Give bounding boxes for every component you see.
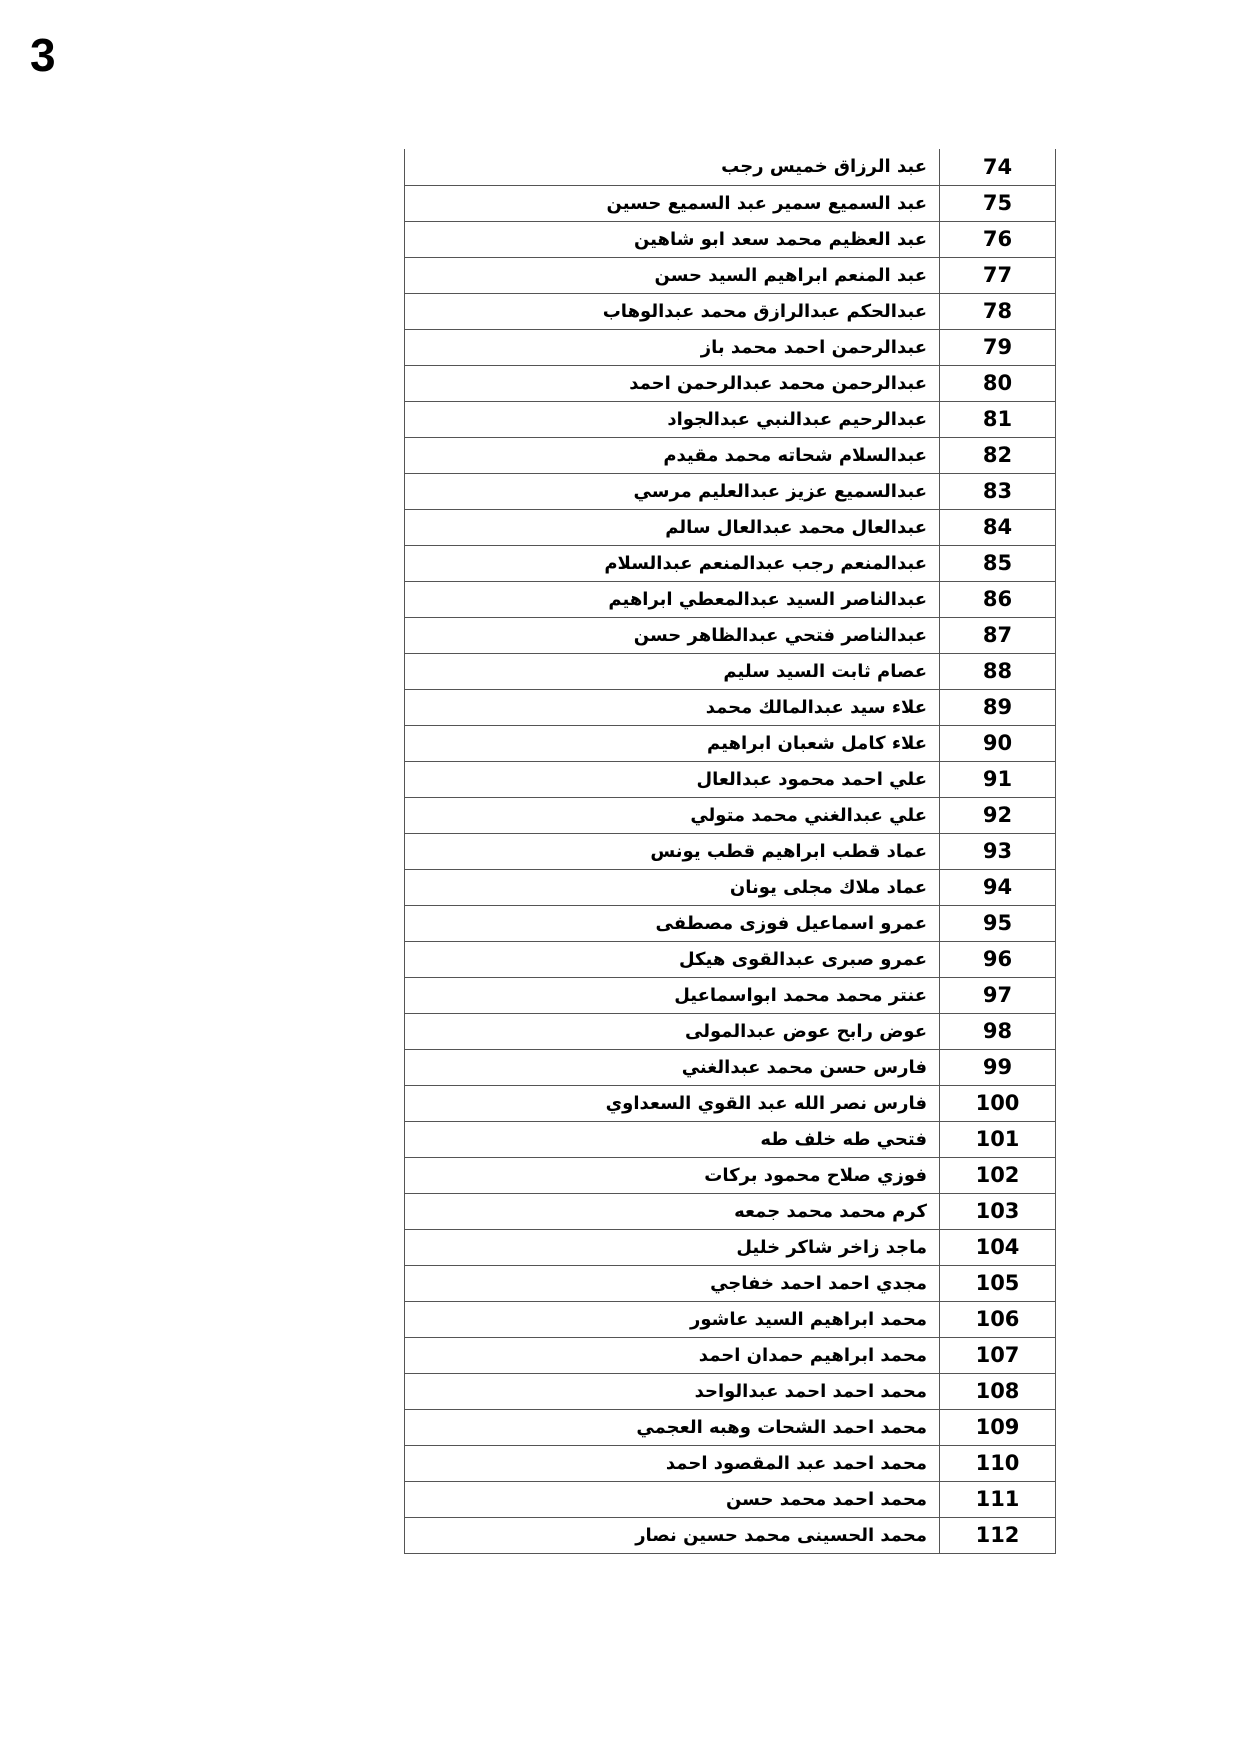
row-name: عبدالناصر فتحي عبدالظاهر حسن — [405, 617, 940, 653]
row-name: عبدالسلام شحاته محمد مقيدم — [405, 437, 940, 473]
row-number: 95 — [940, 905, 1056, 941]
row-name: عبد المنعم ابراهيم السيد حسن — [405, 257, 940, 293]
row-name: محمد احمد عبد المقصود احمد — [405, 1445, 940, 1481]
row-name: محمد الحسينى محمد حسين نصار — [405, 1517, 940, 1553]
table-row — [405, 1481, 1056, 1517]
row-number: 93 — [940, 833, 1056, 869]
row-number: 109 — [940, 1409, 1056, 1445]
table-row — [405, 1265, 1056, 1301]
row-name: عبدالمنعم رجب عبدالمنعم عبدالسلام — [405, 545, 940, 581]
table-row — [405, 365, 1056, 401]
row-name: عبدالرحيم عبدالنبي عبدالجواد — [405, 401, 940, 437]
table-row — [405, 1157, 1056, 1193]
table-row — [405, 941, 1056, 977]
row-number: 91 — [940, 761, 1056, 797]
row-number: 100 — [940, 1085, 1056, 1121]
row-number: 82 — [940, 437, 1056, 473]
row-name: عصام ثابت السيد سليم — [405, 653, 940, 689]
row-name: مجدي احمد احمد خفاجي — [405, 1265, 940, 1301]
row-number: 112 — [940, 1517, 1056, 1553]
row-name: عبدالرحمن محمد عبدالرحمن احمد — [405, 365, 940, 401]
row-number: 86 — [940, 581, 1056, 617]
row-name: عبدالعال محمد عبدالعال سالم — [405, 509, 940, 545]
table-row — [405, 725, 1056, 761]
row-number: 105 — [940, 1265, 1056, 1301]
row-number: 80 — [940, 365, 1056, 401]
row-number: 90 — [940, 725, 1056, 761]
row-number: 85 — [940, 545, 1056, 581]
row-name: عبدالناصر السيد عبدالمعطي ابراهيم — [405, 581, 940, 617]
row-name: علاء سيد عبدالمالك محمد — [405, 689, 940, 725]
row-number: 84 — [940, 509, 1056, 545]
table-row — [405, 1049, 1056, 1085]
row-name: عمرو صبرى عبدالقوى هيكل — [405, 941, 940, 977]
table-row — [405, 293, 1056, 329]
table-row — [405, 581, 1056, 617]
table-row — [405, 689, 1056, 725]
table-row — [405, 617, 1056, 653]
row-number: 103 — [940, 1193, 1056, 1229]
table-row — [405, 473, 1056, 509]
row-number: 78 — [940, 293, 1056, 329]
row-name: كرم محمد محمد جمعه — [405, 1193, 940, 1229]
table-row — [405, 1229, 1056, 1265]
row-name: محمد احمد محمد حسن — [405, 1481, 940, 1517]
row-name: فتحي طه خلف طه — [405, 1121, 940, 1157]
row-number: 87 — [940, 617, 1056, 653]
names-table-body — [405, 149, 1056, 1553]
row-number: 83 — [940, 473, 1056, 509]
row-number: 76 — [940, 221, 1056, 257]
row-name: عمرو اسماعيل فوزى مصطفى — [405, 905, 940, 941]
row-name: علي عبدالغني محمد متولي — [405, 797, 940, 833]
table-row — [405, 1409, 1056, 1445]
table-row — [405, 905, 1056, 941]
page-number: 3 — [30, 29, 56, 81]
row-number: 79 — [940, 329, 1056, 365]
row-number: 94 — [940, 869, 1056, 905]
table-row — [405, 1121, 1056, 1157]
row-name: عماد قطب ابراهيم قطب يونس — [405, 833, 940, 869]
row-name: عماد ملاك مجلى يونان — [405, 869, 940, 905]
row-number: 102 — [940, 1157, 1056, 1193]
row-number: 75 — [940, 185, 1056, 221]
row-number: 96 — [940, 941, 1056, 977]
row-number: 111 — [940, 1481, 1056, 1517]
row-name: علاء كامل شعبان ابراهيم — [405, 725, 940, 761]
table-row — [405, 401, 1056, 437]
row-number: 101 — [940, 1121, 1056, 1157]
row-number: 92 — [940, 797, 1056, 833]
row-number: 88 — [940, 653, 1056, 689]
table-row — [405, 1445, 1056, 1481]
table-row — [405, 1193, 1056, 1229]
row-name: عوض رابح عوض عبدالمولى — [405, 1013, 940, 1049]
table-row — [405, 977, 1056, 1013]
table-row — [405, 437, 1056, 473]
names-table — [404, 149, 1056, 1554]
row-name: عبدالسميع عزيز عبدالعليم مرسي — [405, 473, 940, 509]
row-name: عبدالحكم عبدالرازق محمد عبدالوهاب — [405, 293, 940, 329]
row-number: 99 — [940, 1049, 1056, 1085]
row-number: 106 — [940, 1301, 1056, 1337]
row-name: محمد ابراهيم حمدان احمد — [405, 1337, 940, 1373]
table-row — [405, 1337, 1056, 1373]
row-name: عبد العظيم محمد سعد ابو شاهين — [405, 221, 940, 257]
table-row — [405, 797, 1056, 833]
row-number: 89 — [940, 689, 1056, 725]
row-name: عنتر محمد محمد ابواسماعيل — [405, 977, 940, 1013]
row-name: فارس حسن محمد عبدالغني — [405, 1049, 940, 1085]
row-number: 108 — [940, 1373, 1056, 1409]
row-name: عبدالرحمن احمد محمد باز — [405, 329, 940, 365]
table-row — [405, 1013, 1056, 1049]
row-number: 110 — [940, 1445, 1056, 1481]
row-number: 97 — [940, 977, 1056, 1013]
table-row — [405, 185, 1056, 221]
row-number: 77 — [940, 257, 1056, 293]
table-row — [405, 1085, 1056, 1121]
table-row — [405, 221, 1056, 257]
row-name: محمد ابراهيم السيد عاشور — [405, 1301, 940, 1337]
row-number: 81 — [940, 401, 1056, 437]
table-row — [405, 329, 1056, 365]
row-number: 104 — [940, 1229, 1056, 1265]
table-row — [405, 869, 1056, 905]
row-number: 98 — [940, 1013, 1056, 1049]
table-row — [405, 1373, 1056, 1409]
row-name: علي احمد محمود عبدالعال — [405, 761, 940, 797]
table-row — [405, 833, 1056, 869]
table-row — [405, 257, 1056, 293]
row-name: عبد السميع سمير عبد السميع حسين — [405, 185, 940, 221]
row-name: محمد احمد احمد عبدالواحد — [405, 1373, 940, 1409]
table-row — [405, 1301, 1056, 1337]
row-number: 74 — [940, 149, 1056, 185]
row-name: فارس نصر الله عبد القوي السعداوي — [405, 1085, 940, 1121]
row-number: 107 — [940, 1337, 1056, 1373]
table-row — [405, 509, 1056, 545]
table-row — [405, 545, 1056, 581]
table-row — [405, 761, 1056, 797]
table-row — [405, 149, 1056, 185]
row-name: ماجد زاخر شاكر خليل — [405, 1229, 940, 1265]
table-row — [405, 1517, 1056, 1553]
row-name: عبد الرزاق خميس رجب — [405, 149, 940, 185]
table-row — [405, 653, 1056, 689]
row-name: فوزي صلاح محمود بركات — [405, 1157, 940, 1193]
row-name: محمد احمد الشحات وهبه العجمي — [405, 1409, 940, 1445]
